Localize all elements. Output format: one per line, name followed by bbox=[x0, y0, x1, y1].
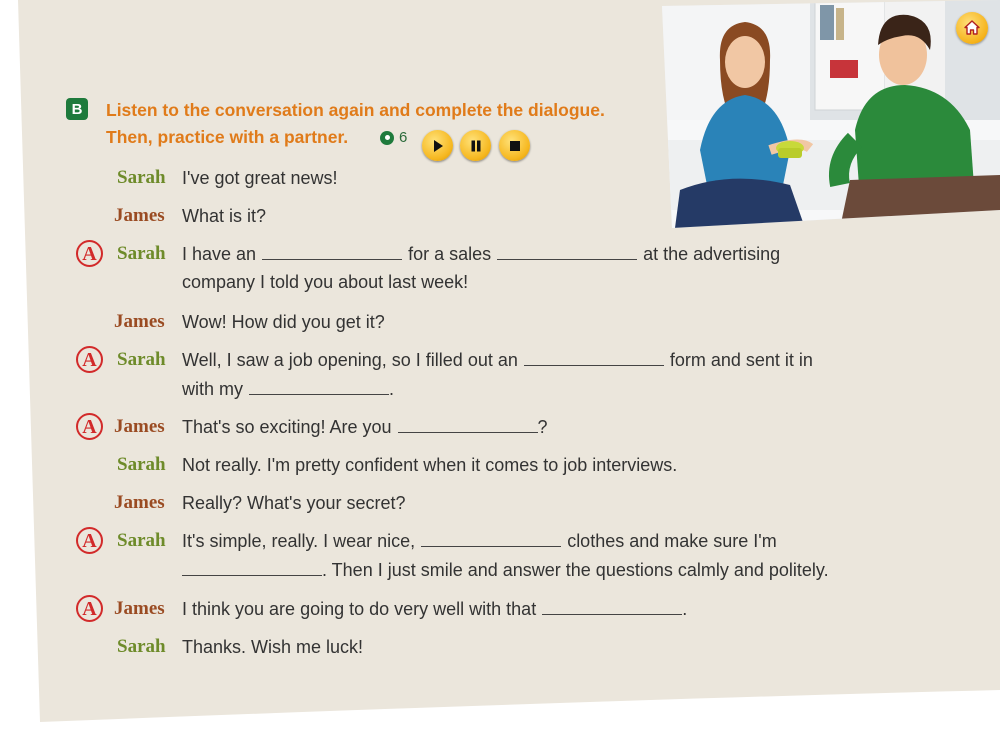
speaker-sarah: Sarah bbox=[117, 349, 166, 370]
answer-blank[interactable] bbox=[542, 600, 682, 615]
speaker-james: James bbox=[114, 598, 165, 619]
dialogue-line: I think you are going to do very well with that . bbox=[182, 599, 688, 619]
answer-mark-icon[interactable]: A bbox=[76, 413, 103, 440]
dialogue-line-continued: with my . bbox=[182, 379, 395, 399]
speaker-sarah: Sarah bbox=[117, 636, 166, 657]
dialogue-line: Well, I saw a job opening, so I filled out an form and sent it in bbox=[182, 350, 813, 370]
dialogue-line-continued: . Then I just smile and answer the questions calmly and politely. bbox=[182, 560, 829, 581]
dialogue-line: Wow! How did you get it? bbox=[182, 312, 385, 332]
section-badge: B bbox=[66, 98, 88, 120]
answer-blank[interactable] bbox=[398, 418, 538, 433]
speaker-james: James bbox=[114, 311, 165, 332]
answer-mark-icon[interactable]: A bbox=[76, 527, 103, 554]
dialogue-line: Thanks. Wish me luck! bbox=[182, 637, 364, 657]
audio-disc-icon bbox=[380, 131, 394, 145]
answer-blank[interactable] bbox=[182, 561, 322, 576]
answer-mark-icon[interactable]: A bbox=[76, 346, 103, 373]
dialogue-line-continued: company I told you about last week! bbox=[182, 272, 469, 292]
speaker-sarah: Sarah bbox=[117, 530, 166, 551]
track-number: 6 bbox=[399, 129, 408, 146]
home-icon bbox=[963, 19, 981, 37]
play-button[interactable] bbox=[422, 130, 453, 161]
dialogue-line: What is it? bbox=[182, 206, 267, 226]
speaker-sarah: Sarah bbox=[117, 167, 166, 188]
answer-mark-icon[interactable]: A bbox=[76, 595, 103, 622]
pause-icon bbox=[469, 139, 483, 153]
audio-track bbox=[380, 129, 407, 146]
answer-mark-icon[interactable]: A bbox=[76, 240, 103, 267]
dialogue-line: I have an for a sales at the advertising bbox=[182, 244, 781, 264]
speaker-sarah: Sarah bbox=[117, 454, 166, 475]
speaker-sarah: Sarah bbox=[117, 243, 166, 264]
play-icon bbox=[431, 139, 445, 153]
speaker-james: James bbox=[114, 416, 165, 437]
speaker-james: James bbox=[114, 205, 165, 226]
instruction-line-2: Then, practice with a partner. bbox=[106, 127, 349, 147]
dialogue-line: I've got great news! bbox=[182, 168, 338, 188]
answer-blank[interactable] bbox=[524, 351, 664, 366]
home-button[interactable] bbox=[956, 12, 988, 44]
stop-icon bbox=[508, 139, 522, 153]
answer-blank[interactable] bbox=[262, 245, 402, 260]
dialogue-line: Really? What's your secret? bbox=[182, 493, 406, 513]
answer-blank[interactable] bbox=[497, 245, 637, 260]
speaker-james: James bbox=[114, 492, 165, 513]
dialogue-line: Not really. I'm pretty confident when it comes to job interviews. bbox=[182, 455, 678, 475]
dialogue-line: It's simple, really. I wear nice, clothes and make sure I'm bbox=[182, 531, 777, 551]
stop-button[interactable] bbox=[499, 130, 530, 161]
answer-blank[interactable] bbox=[421, 532, 561, 547]
dialogue-line: That's so exciting! Are you ? bbox=[182, 417, 548, 437]
pause-button[interactable] bbox=[460, 130, 491, 161]
conversation-photo bbox=[640, 0, 1000, 228]
answer-blank[interactable] bbox=[249, 380, 389, 395]
instruction-line-1: Listen to the conversation again and complete the dialogue. bbox=[106, 100, 605, 120]
